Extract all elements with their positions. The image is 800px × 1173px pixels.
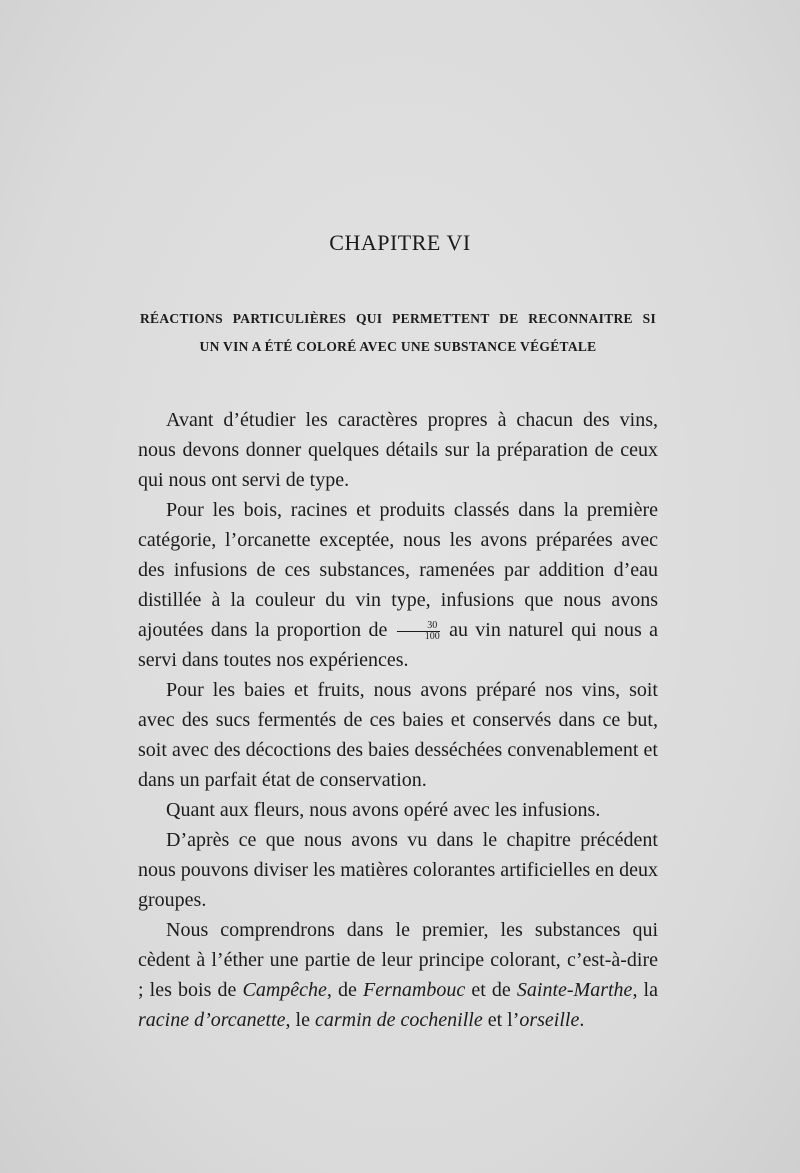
paragraph-6	[138, 915, 658, 1035]
term-campeche: Campêche	[242, 979, 327, 1001]
body-text	[138, 405, 658, 1035]
paragraph-6-text: , la	[632, 979, 658, 1001]
chapter-subtitle-line-2: UN VIN A ÉTÉ COLORÉ AVEC UNE SUBSTANCE VÉGÉTALE	[199, 339, 597, 354]
paragraph-6-text: Nous comprendrons dans le premier, les substances qui cèdent à l’éther une partie de leur principe colorant, c’est-à-dire ; les bois de	[138, 919, 658, 1001]
paragraph-1: Avant d’étudier les caractères propres à chacun des vins, nous devons donner quelques détails sur la préparation de ceux qui nous ont servi de type.	[138, 409, 658, 491]
paragraph-2	[138, 495, 658, 675]
fraction-denominator: 100	[424, 630, 440, 642]
term-carmin-cochenille: carmin de cochenille	[314, 1009, 483, 1031]
term-fernambouc: Fernambouc	[363, 979, 466, 1001]
paragraph-5: D’après ce que nous avons vu dans le chapitre précédent nous pouvons diviser les matières colorantes artificielles en deux groupes.	[138, 829, 658, 911]
fraction	[397, 621, 440, 642]
paragraph-6-text: et l’	[482, 1009, 520, 1031]
paragraph-6-text: , le	[285, 1009, 315, 1031]
paragraph-3: Pour les baies et fruits, nous avons préparé nos vins, soit avec des sucs fermentés de ces baies et conservés dans ce but, soit avec des décoctions des baies desséchées convenablement et dans un parfait état de conservation.	[138, 679, 658, 791]
paragraph-4: Quant aux fleurs, nous avons opéré avec les infusions.	[166, 799, 601, 821]
paragraph-2-text-after: au vin naturel qui nous a servi dans toutes nos expériences.	[138, 619, 659, 671]
term-sainte-marthe: Sainte-Marthe	[516, 979, 633, 1001]
term-racine-orcanette: racine d’orcanette	[138, 1009, 286, 1031]
chapter-title: CHAPITRE VI	[329, 230, 471, 255]
fraction-numerator: 30	[397, 621, 440, 632]
paragraph-6-text: et de	[465, 979, 517, 1001]
paragraph-2-text-before: Pour les bois, racines et produits classés dans la première catégorie, l’orcanette exceptée, nous les avons préparées avec des infusions de ces substances, ramenées par addition d’eau distillée à la couleur du vin type, infusions que nous avons ajoutées dans la proportion de	[138, 499, 658, 641]
term-orseille: orseille	[519, 1009, 580, 1031]
paragraph-6-text: .	[579, 1009, 585, 1031]
paragraph-6-text: , de	[326, 979, 364, 1001]
chapter-subtitle-line-1: RÉACTIONS PARTICULIÈRES QUI PERMETTENT DE RECONNAITRE SI	[140, 311, 656, 326]
